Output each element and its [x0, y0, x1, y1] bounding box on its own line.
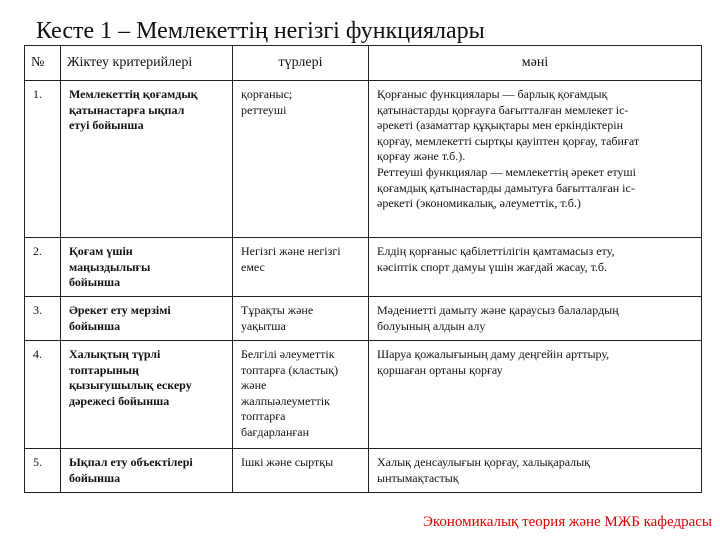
header-number: № — [25, 46, 61, 81]
row-types: Негізгі және негізгі емес — [233, 238, 369, 297]
header-meaning: мәні — [369, 46, 702, 81]
row-types: Тұрақты және уақытша — [233, 297, 369, 341]
row-meaning: Халық денсаулығын қорғау, халықаралық ынтымақтастық — [369, 449, 702, 493]
row-types: қорғаныс; реттеуші — [233, 81, 369, 238]
table-row — [25, 449, 702, 493]
row-types: Ішкі және сыртқы — [233, 449, 369, 493]
row-criterion: Әрекет ету мерзімі бойынша — [61, 297, 233, 341]
functions-table — [24, 45, 702, 493]
table-row — [25, 81, 702, 238]
table-row — [25, 297, 702, 341]
row-criterion: Халықтың түрлі топтарының қызығушылық ескеру дәрежесі бойынша — [61, 341, 233, 449]
row-number: 2. — [25, 238, 61, 297]
header-types: түрлері — [233, 46, 369, 81]
row-number: 3. — [25, 297, 61, 341]
row-meaning: Мәдениетті дамыту және қараусыз балалардың болуының алдын алу — [369, 297, 702, 341]
department-footer: Экономикалық теория және МЖБ кафедрасы — [422, 514, 712, 530]
table-row — [25, 341, 702, 449]
header-criterion: Жіктеу критерийлері — [61, 46, 233, 81]
row-types: Белгілі әлеуметтік топтарға (кластық) және жалпыәлеуметтік топтарға бағдарланған — [233, 341, 369, 449]
table-row — [25, 238, 702, 297]
row-meaning: Елдің қорғаныс қабілеттілігін қамтамасыз ету, кәсіптік спорт дамуы үшін жағдай жасау, т.б. — [369, 238, 702, 297]
row-number: 4. — [25, 341, 61, 449]
row-criterion: Қоғам үшін маңыздылығы бойынша — [61, 238, 233, 297]
row-number: 5. — [25, 449, 61, 493]
row-meaning: Шаруа қожалығының даму деңгейін арттыру, қоршаған ортаны қорғау — [369, 341, 702, 449]
row-criterion: Мемлекеттің қоғамдық қатынастарға ықпал етуі бойынша — [61, 81, 233, 238]
row-number: 1. — [25, 81, 61, 238]
row-meaning: Қорғаныс функциялары — барлық қоғамдық қатынастарды қорғауға бағытталған мемлекет іс- әрекеті (азаматтар құқықтары мен еркіндіктерін қорғау, мемлекетті сыртқы қауіптен қорғау, табиғат қорғау және т.б.). Реттеуші функциялар — мемлекеттің әрекет етуші қоғамдық қатынастарды дамытуға бағытталған іс- әрекеті (экономикалық, әлеуметтік, т.б.) — [369, 81, 702, 238]
page-title: Кесте 1 – Мемлекеттің негізгі функциялары — [36, 18, 485, 44]
table-header-row — [25, 46, 702, 81]
row-criterion: Ықпал ету объектілері бойынша — [61, 449, 233, 493]
